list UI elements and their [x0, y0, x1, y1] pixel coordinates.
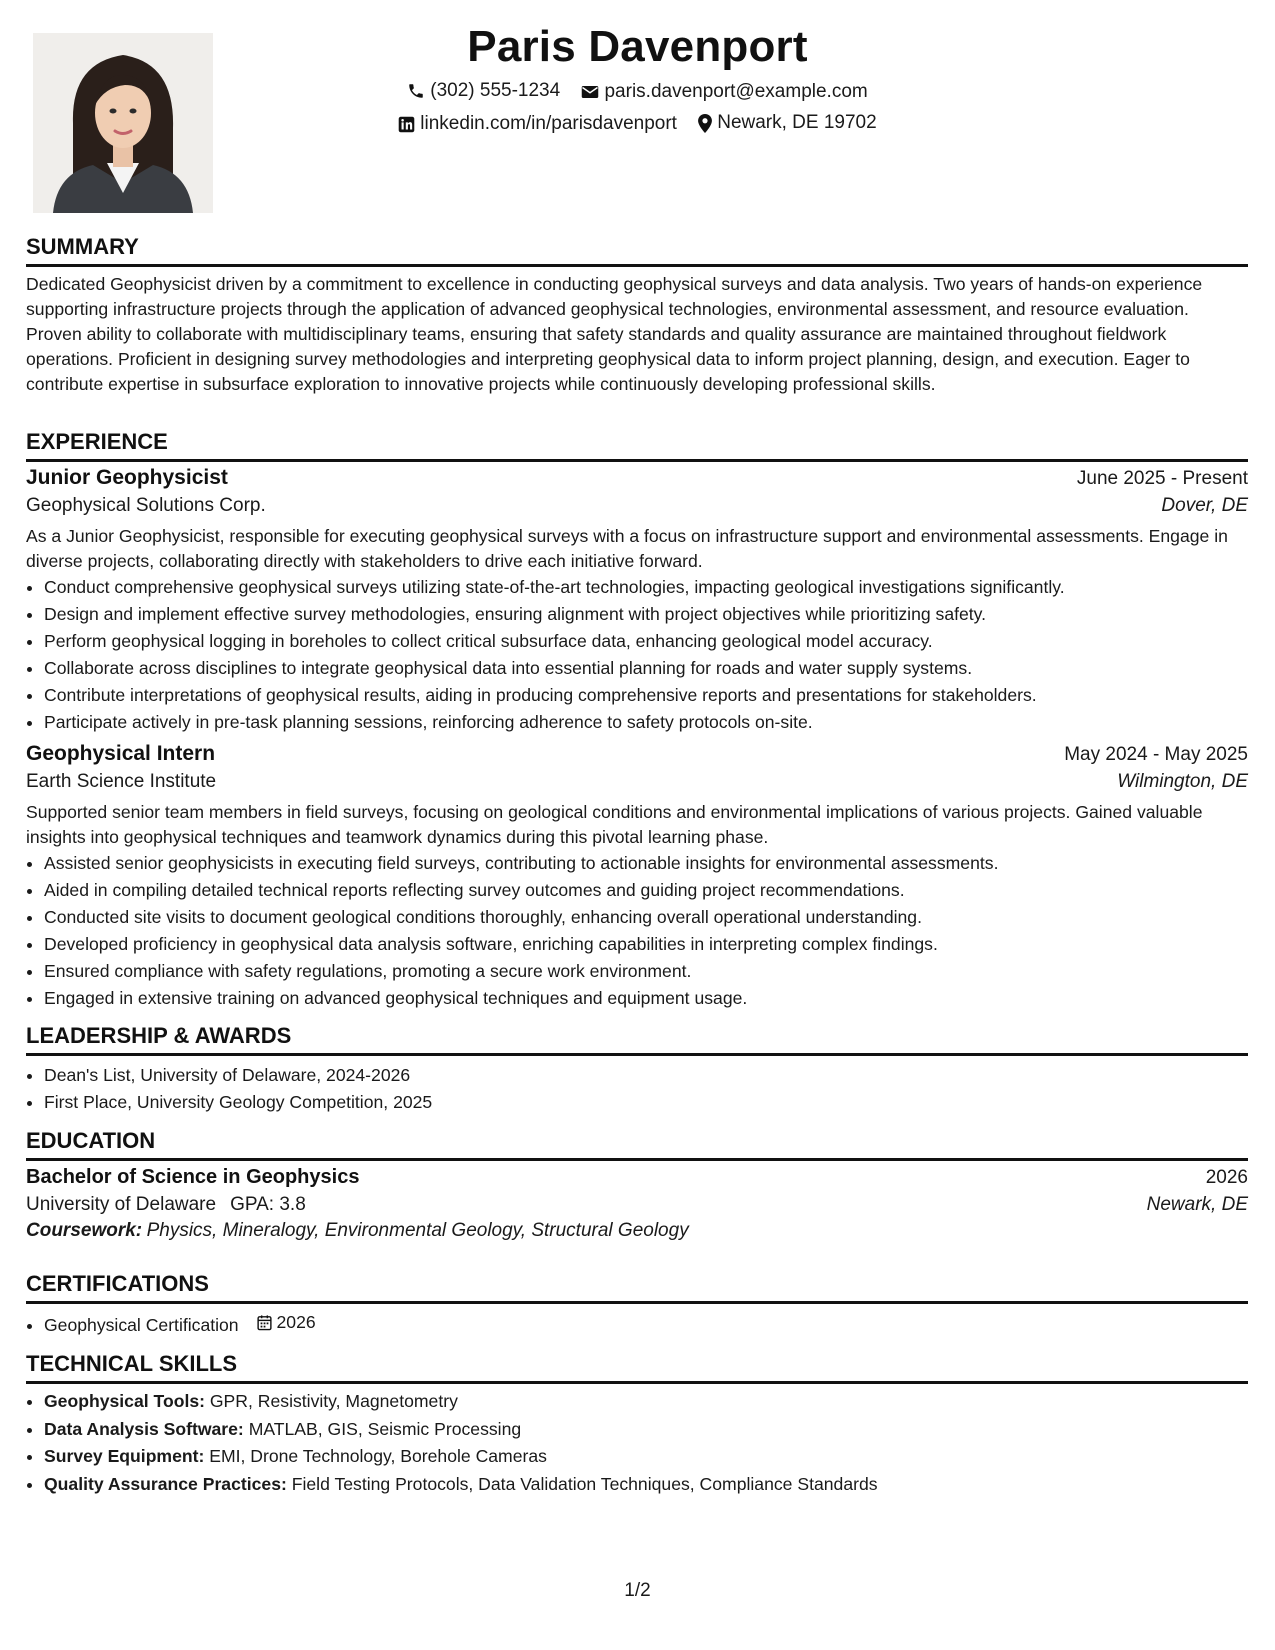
calendar-icon	[256, 1314, 273, 1331]
envelope-icon	[581, 84, 599, 100]
email-contact[interactable]	[581, 81, 867, 103]
list-item: • Developed proficiency in geophysical data analysis software, enriching capabilities in interpreting complex findings.	[44, 931, 1248, 958]
job-2-subheader	[26, 771, 1248, 793]
skill-values: MATLAB, GIS, Seismic Processing	[248, 1418, 522, 1439]
page-number: 1/2	[624, 1580, 651, 1601]
job-1-bullets	[26, 574, 1248, 736]
school-info	[26, 1194, 306, 1216]
company-name: Earth Science Institute	[26, 771, 217, 792]
list-item: • Collaborate across disciplines to integrate geophysical data into essential planning for roads and water supply systems.	[44, 655, 1248, 682]
certification-date	[256, 1309, 316, 1336]
job-description: Supported senior team members in field surveys, focusing on geological conditions and environmental implications of various projects. Gained valuable insights into geophysical techniques and teamwork dynamics during this pivotal learning phase.	[26, 802, 1203, 847]
school-location: Newark, DE	[1146, 1194, 1248, 1215]
skill-values: GPR, Resistivity, Magnetometry	[209, 1391, 458, 1411]
school-name: University of Delaware	[26, 1194, 217, 1215]
list-item: • Participate actively in pre-task planning sessions, reinforcing adherence to safety protocols on-site.	[44, 709, 1248, 736]
education-section	[26, 1166, 1248, 1242]
linkedin-icon	[398, 116, 415, 133]
skill-category: Survey Equipment:	[44, 1446, 205, 1466]
list-item: • Conduct comprehensive geophysical surveys utilizing state-of-the-art technologies, impacting geological investigations significantly.	[44, 574, 1248, 601]
coursework-list: Physics, Mineralogy, Environmental Geology, Structural Geology	[146, 1220, 689, 1241]
gpa: GPA: 3.8	[230, 1194, 306, 1215]
list-item: • Aided in compiling detailed technical reports reflecting survey outcomes and guiding project recommendations.	[44, 877, 1248, 904]
contact-line-2	[0, 112, 1275, 139]
certifications-list	[26, 1309, 1248, 1339]
awards-list	[26, 1062, 1248, 1116]
summary-heading: SUMMARY	[26, 234, 1248, 267]
job-2-bullets	[26, 850, 1248, 1012]
leadership-section	[26, 1062, 1248, 1116]
list-item: • Dean's List, University of Delaware, 2024-2026	[44, 1062, 1248, 1089]
phone-number: (302) 555-1234	[430, 80, 561, 101]
summary-text: Dedicated Geophysicist driven by a commitment to excellence in conducting geophysical surveys and data analysis. Two years of hands-on experience supporting infrastructure projects through the application of advanced geophysical technologies, environmental assessment, and resource evaluation. Proven ability to collaborate with multidisciplinary teams, ensuring that safety standards and quality assurance are maintained throughout fieldwork operations. Proficient in designing survey methodologies and interpreting geophysical data to inform project planning, design, and execution. Eager to contribute expertise in subsurface exploration to innovative projects while continuously developing professional skills.	[26, 274, 1203, 394]
list-item: • Engaged in extensive training on advanced geophysical techniques and equipment usage.	[44, 985, 1248, 1012]
degree-name: Bachelor of Science in Geophysics	[26, 1166, 360, 1188]
degree-row	[26, 1166, 1248, 1189]
list-item	[44, 1416, 1248, 1444]
list-item: • Design and implement effective survey methodologies, ensuring alignment with project objectives while prioritizing safety.	[44, 601, 1248, 628]
leadership-heading: LEADERSHIP & AWARDS	[26, 1023, 1248, 1056]
skill-values: Field Testing Protocols, Data Validation Techniques, Compliance Standards	[291, 1473, 878, 1494]
skills-heading: TECHNICAL SKILLS	[26, 1351, 1248, 1384]
linkedin-url[interactable]: linkedin.com/in/parisdavenport	[420, 113, 677, 134]
skills-section	[26, 1388, 1248, 1498]
job-location: Wilmington, DE	[1117, 771, 1248, 792]
company-name: Geophysical Solutions Corp.	[26, 495, 266, 516]
skill-values: EMI, Drone Technology, Borehole Cameras	[209, 1446, 547, 1466]
list-item: • First Place, University Geology Competition, 2025	[44, 1089, 1248, 1116]
list-item: • Ensured compliance with safety regulations, promoting a secure work environment.	[44, 958, 1248, 985]
contact-line-1	[0, 80, 1275, 106]
skills-list	[26, 1388, 1248, 1498]
job-title: Geophysical Intern	[26, 742, 216, 765]
certifications-section	[26, 1309, 1248, 1339]
education-heading: EDUCATION	[26, 1128, 1248, 1161]
school-row	[26, 1194, 1248, 1216]
certifications-heading: CERTIFICATIONS	[26, 1271, 1248, 1304]
job-2	[26, 742, 1248, 1012]
summary-section	[26, 272, 1248, 397]
experience-heading: EXPERIENCE	[26, 429, 1248, 462]
job-1-subheader	[26, 495, 1248, 517]
list-item: • Assisted senior geophysicists in executing field surveys, contributing to actionable insights for environmental assessments.	[44, 850, 1248, 877]
job-1	[26, 466, 1248, 736]
email-address[interactable]: paris.davenport@example.com	[604, 81, 868, 102]
skill-category: Data Analysis Software:	[44, 1418, 244, 1439]
job-title: Junior Geophysicist	[26, 466, 228, 489]
job-1-header	[26, 466, 1248, 490]
phone-icon	[407, 82, 425, 100]
skill-category: Geophysical Tools:	[44, 1391, 205, 1411]
list-item	[44, 1443, 1248, 1471]
list-item: • Contribute interpretations of geophysical results, aiding in producing comprehensive reports and presentations for stakeholders.	[44, 682, 1248, 709]
skill-category: Quality Assurance Practices:	[44, 1473, 287, 1494]
certification-year: 2026	[276, 1312, 316, 1332]
job-dates: June 2025 - Present	[1076, 468, 1248, 489]
list-item	[44, 1471, 1248, 1499]
list-item: • Conducted site visits to document geological conditions thoroughly, enhancing overall operational understanding.	[44, 904, 1248, 931]
job-2-header	[26, 742, 1248, 766]
location-text: Newark, DE 19702	[717, 112, 877, 133]
location-contact	[698, 112, 876, 134]
linkedin-contact[interactable]	[398, 113, 677, 135]
job-dates: May 2024 - May 2025	[1064, 744, 1248, 765]
coursework-label: Coursework:	[26, 1220, 143, 1241]
graduation-year: 2026	[1205, 1167, 1248, 1188]
phone-contact	[407, 80, 560, 102]
job-description: As a Junior Geophysicist, responsible for executing geophysical surveys with a focus on infrastructure support and environmental assessments. Engage in diverse projects, collaborating directly with stakeholders to drive each initiative forward.	[26, 526, 1228, 571]
certification-name: Geophysical Certification	[44, 1315, 239, 1335]
list-item	[44, 1388, 1248, 1416]
candidate-name: Paris Davenport	[467, 22, 808, 71]
map-pin-icon	[698, 114, 712, 133]
list-item	[44, 1309, 1248, 1339]
job-location: Dover, DE	[1161, 495, 1248, 516]
list-item: • Perform geophysical logging in boreholes to collect critical subsurface data, enhancing geological model accuracy.	[44, 628, 1248, 655]
coursework-row	[26, 1220, 1248, 1242]
